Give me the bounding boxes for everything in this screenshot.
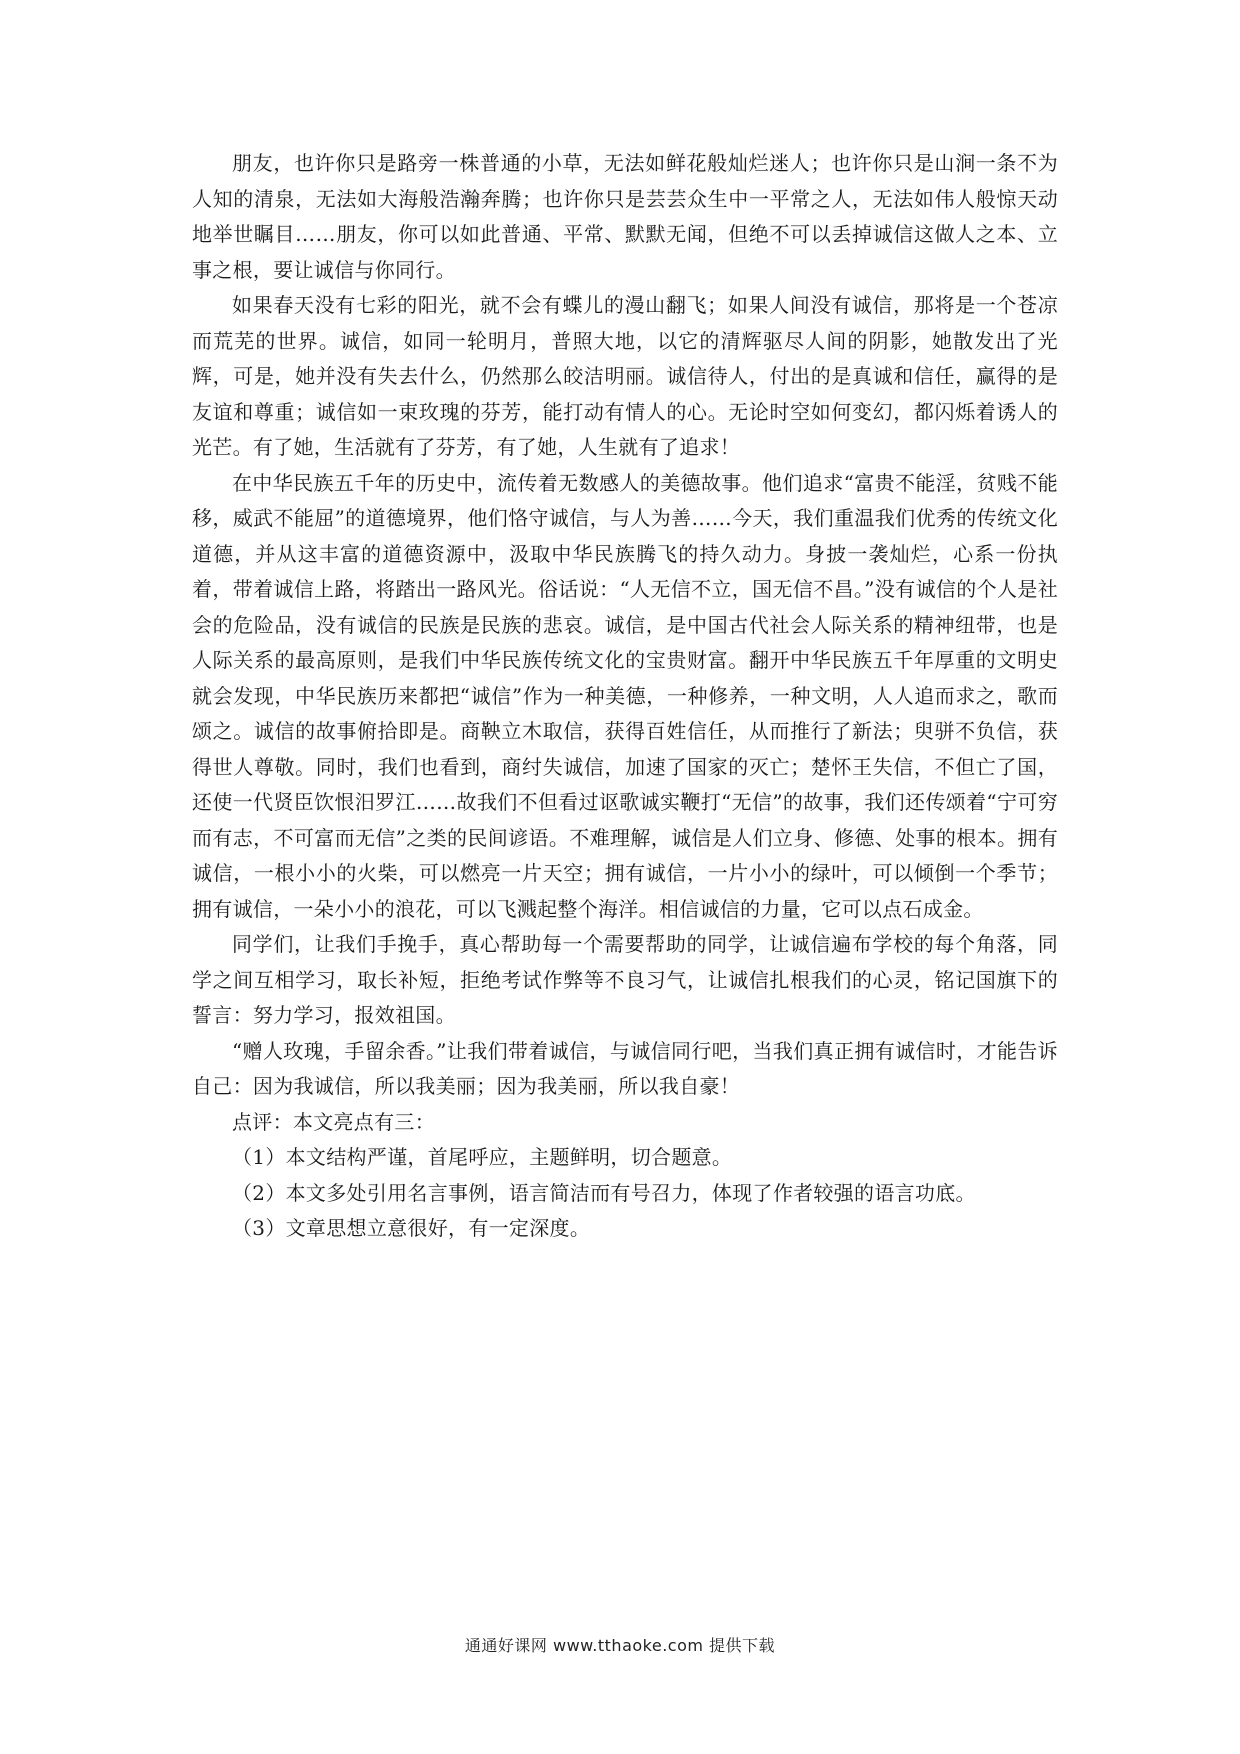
comment-item: （1）本文结构严谨，首尾呼应，主题鲜明，切合题意。 xyxy=(232,1145,733,1169)
comment-section xyxy=(192,1105,1058,1247)
comment-title: 点评：本文亮点有三： xyxy=(232,1109,435,1134)
comment-item: （2）本文多处引用名言事例，语言简洁而有号召力，体现了作者较强的语言功底。 xyxy=(232,1180,976,1205)
essay-paragraph: 在中华民族五千年的历史中，流传着无数感人的美德故事。他们追求“富贵不能淫，贫贱不能移，威武不能屈”的道德境界，他们恪守诚信，与人为善……今天，我们重温我们优秀的传统文化道德，并从这丰富的道德资源中，汲取中华民族腾飞的持久动力。身披一袭灿烂，心系一份执着，带着诚信上路，将踏出一路风光。俗话说：“人无信不立，国无信不昌。”没有诚信的个人是社会的危险品，没有诚信的民族是民族的悲哀。诚信，是中国古代社会人际关系的精神纽带，也是人际关系的最高原则，是我们中华民族传统文化的宝贵财富。翻开中华民族五千年厚重的文明史就会发现，中华民族历来都把“诚信”作为一种美德，一种修养，一种文明，人人追而求之，歌而颂之。诚信的故事俯拾即是。商鞅立木取信，获得百姓信任，从而推行了新法；臾骈不负信，获得世人尊敬。同时，我们也看到，商纣失诚信，加速了国家的灭亡；楚怀王失信，不但亡了国，还使一代贤臣饮恨汨罗江……故我们不但看过讴歌诚实鞭打“无信”的故事，我们还传颂着“宁可穷而有志，不可富而无信”之类的民间谚语。不难理解，诚信是人们立身、修德、处事的根本。拥有诚信，一根小小的火柴，可以燃亮一片天空；拥有诚信，一片小小的绿叶，可以倾倒一个季节；拥有诚信，一朵小小的浪花，可以飞溅起整个海洋。相信诚信的力量，它可以点石成金。 xyxy=(192,470,1058,921)
page-footer: 通通好课网 www.tthaoke.com 提供下载 xyxy=(464,1636,776,1655)
comment-item: （3）文章思想立意很好，有一定深度。 xyxy=(232,1216,591,1240)
essay-paragraph: “赠人玫瑰，手留余香。”让我们带着诚信，与诚信同行吧，当我们真正拥有诚信时，才能告诉自己：因为我诚信，所以我美丽；因为我美丽，所以我自豪！ xyxy=(192,1038,1058,1098)
essay-paragraph: 同学们，让我们手挽手，真心帮助每一个需要帮助的同学，让诚信遍布学校的每个角落，同学之间互相学习，取长补短，拒绝考试作弊等不良习气，让诚信扎根我们的心灵，铭记国旗下的誓言：努力学习，报效祖国。 xyxy=(192,932,1058,1027)
essay-body xyxy=(192,146,1058,1247)
essay-paragraph: 如果春天没有七彩的阳光，就不会有蝶儿的漫山翻飞；如果人间没有诚信，那将是一个苍凉而荒芜的世界。诚信，如同一轮明月，普照大地，以它的清辉驱尽人间的阴影，她散发出了光辉，可是，她并没有失去什么，仍然那么皎洁明丽。诚信待人，付出的是真诚和信任，赢得的是友谊和尊重；诚信如一束玫瑰的芬芳，能打动有情人的心。无论时空如何变幻，都闪烁着诱人的光芒。有了她，生活就有了芬芳，有了她，人生就有了追求！ xyxy=(192,293,1058,459)
essay-paragraph: 朋友，也许你只是路旁一株普通的小草，无法如鲜花般灿烂迷人；也许你只是山涧一条不为人知的清泉，无法如大海般浩瀚奔腾；也许你只是芸芸众生中一平常之人，无法如伟人般惊天动地举世瞩目……朋友，你可以如此普通、平常、默默无闻，但绝不可以丢掉诚信这做人之本、立事之根，要让诚信与你同行。 xyxy=(192,151,1058,282)
